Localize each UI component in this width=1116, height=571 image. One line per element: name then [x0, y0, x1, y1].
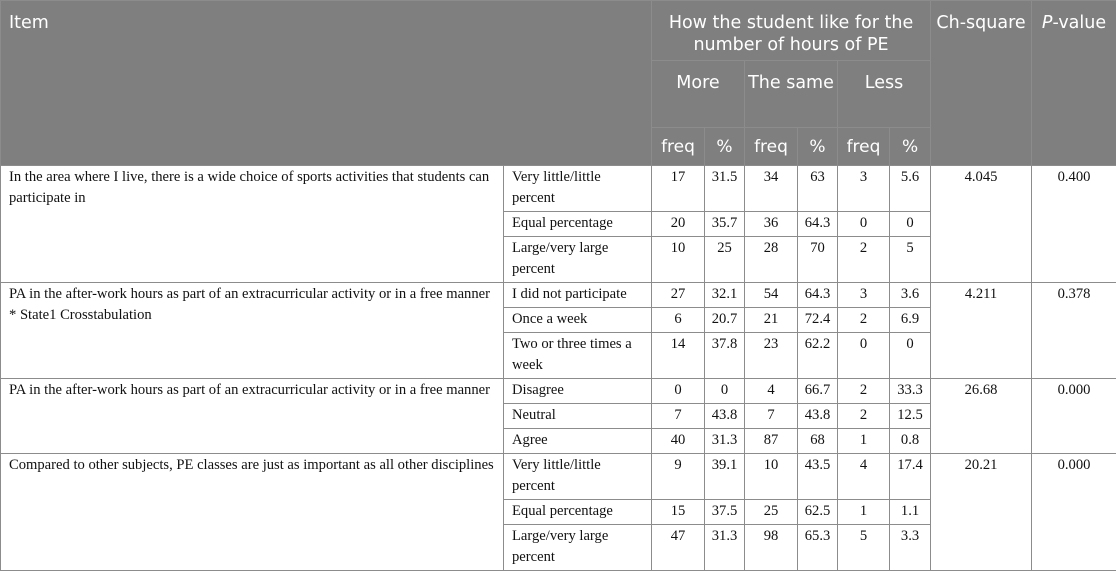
less-pct-cell: 0.8 — [890, 429, 931, 454]
header-freq: freq — [838, 128, 890, 166]
chi-square-value: 4.211 — [931, 283, 1032, 379]
more-pct-cell: 31.3 — [705, 429, 745, 454]
same-pct-cell: 62.2 — [798, 333, 838, 379]
response-option: Two or three times a week — [504, 333, 652, 379]
same-pct-cell: 62.5 — [798, 500, 838, 525]
less-pct-cell: 6.9 — [890, 308, 931, 333]
response-option: Large/very large percent — [504, 237, 652, 283]
same-freq-cell: 34 — [745, 166, 798, 212]
more-freq-cell: 0 — [652, 379, 705, 404]
response-option: Very little/little percent — [504, 166, 652, 212]
more-pct-cell: 37.8 — [705, 333, 745, 379]
table-row — [1, 454, 1116, 500]
item-question: Compared to other subjects, PE classes are just as important as all other disciplines — [1, 454, 504, 571]
same-freq-cell: 7 — [745, 404, 798, 429]
chi-square-value: 20.21 — [931, 454, 1032, 571]
same-freq-cell: 54 — [745, 283, 798, 308]
header-p-italic: P — [1042, 13, 1053, 33]
more-freq-cell: 27 — [652, 283, 705, 308]
same-pct-cell: 64.3 — [798, 283, 838, 308]
more-freq-cell: 9 — [652, 454, 705, 500]
more-pct-cell: 32.1 — [705, 283, 745, 308]
less-freq-cell: 2 — [838, 404, 890, 429]
more-pct-cell: 20.7 — [705, 308, 745, 333]
more-freq-cell: 6 — [652, 308, 705, 333]
header-pct: % — [890, 128, 931, 166]
p-value: 0.400 — [1032, 166, 1116, 283]
less-freq-cell: 3 — [838, 283, 890, 308]
more-freq-cell: 40 — [652, 429, 705, 454]
less-pct-cell: 12.5 — [890, 404, 931, 429]
same-freq-cell: 98 — [745, 525, 798, 571]
same-pct-cell: 65.3 — [798, 525, 838, 571]
response-option: Very little/little percent — [504, 454, 652, 500]
more-pct-cell: 37.5 — [705, 500, 745, 525]
response-option: Large/very large percent — [504, 525, 652, 571]
same-pct-cell: 43.8 — [798, 404, 838, 429]
same-freq-cell: 10 — [745, 454, 798, 500]
same-freq-cell: 36 — [745, 212, 798, 237]
less-pct-cell: 5 — [890, 237, 931, 283]
more-pct-cell: 39.1 — [705, 454, 745, 500]
response-option: Equal percentage — [504, 500, 652, 525]
same-pct-cell: 43.5 — [798, 454, 838, 500]
p-value: 0.000 — [1032, 379, 1116, 454]
table-body — [1, 166, 1116, 571]
less-freq-cell: 0 — [838, 333, 890, 379]
less-freq-cell: 5 — [838, 525, 890, 571]
same-freq-cell: 4 — [745, 379, 798, 404]
response-option: Equal percentage — [504, 212, 652, 237]
more-freq-cell: 20 — [652, 212, 705, 237]
same-pct-cell: 64.3 — [798, 212, 838, 237]
p-value: 0.000 — [1032, 454, 1116, 571]
chi-square-value: 26.68 — [931, 379, 1032, 454]
same-freq-cell: 21 — [745, 308, 798, 333]
less-freq-cell: 0 — [838, 212, 890, 237]
header-pct: % — [798, 128, 838, 166]
response-option: Disagree — [504, 379, 652, 404]
more-freq-cell: 17 — [652, 166, 705, 212]
more-freq-cell: 10 — [652, 237, 705, 283]
same-pct-cell: 72.4 — [798, 308, 838, 333]
response-option: Once a week — [504, 308, 652, 333]
table-row — [1, 379, 1116, 404]
same-freq-cell: 25 — [745, 500, 798, 525]
table-row — [1, 283, 1116, 308]
less-freq-cell: 1 — [838, 429, 890, 454]
response-option: Neutral — [504, 404, 652, 429]
item-question: PA in the after-work hours as part of an extracurricular activity or in a free manner * State1 Crosstabulation — [1, 283, 504, 379]
header-more: More — [652, 61, 745, 128]
less-freq-cell: 1 — [838, 500, 890, 525]
same-freq-cell: 87 — [745, 429, 798, 454]
same-freq-cell: 28 — [745, 237, 798, 283]
item-question: In the area where I live, there is a wide choice of sports activities that students can participate in — [1, 166, 504, 283]
same-freq-cell: 23 — [745, 333, 798, 379]
same-pct-cell: 70 — [798, 237, 838, 283]
header-p-rest: -value — [1052, 13, 1106, 33]
table-row — [1, 166, 1116, 212]
header-group: How the student like for the number of hours of PE — [652, 1, 931, 61]
less-freq-cell: 2 — [838, 237, 890, 283]
less-freq-cell: 2 — [838, 379, 890, 404]
more-freq-cell: 47 — [652, 525, 705, 571]
more-freq-cell: 7 — [652, 404, 705, 429]
more-pct-cell: 31.5 — [705, 166, 745, 212]
less-freq-cell: 3 — [838, 166, 890, 212]
header-freq: freq — [652, 128, 705, 166]
p-value: 0.378 — [1032, 283, 1116, 379]
header-pct: % — [705, 128, 745, 166]
less-pct-cell: 0 — [890, 212, 931, 237]
less-pct-cell: 3.6 — [890, 283, 931, 308]
less-pct-cell: 5.6 — [890, 166, 931, 212]
same-pct-cell: 68 — [798, 429, 838, 454]
more-freq-cell: 15 — [652, 500, 705, 525]
less-pct-cell: 1.1 — [890, 500, 931, 525]
response-option: Agree — [504, 429, 652, 454]
header-chi-square: Ch-square — [931, 1, 1032, 166]
less-pct-cell: 17.4 — [890, 454, 931, 500]
less-pct-cell: 33.3 — [890, 379, 931, 404]
more-freq-cell: 14 — [652, 333, 705, 379]
more-pct-cell: 31.3 — [705, 525, 745, 571]
same-pct-cell: 66.7 — [798, 379, 838, 404]
less-pct-cell: 0 — [890, 333, 931, 379]
item-question: PA in the after-work hours as part of an extracurricular activity or in a free manner — [1, 379, 504, 454]
less-pct-cell: 3.3 — [890, 525, 931, 571]
more-pct-cell: 25 — [705, 237, 745, 283]
more-pct-cell: 0 — [705, 379, 745, 404]
less-freq-cell: 2 — [838, 308, 890, 333]
response-option: I did not participate — [504, 283, 652, 308]
header-p-value — [1032, 1, 1116, 166]
header-freq: freq — [745, 128, 798, 166]
more-pct-cell: 43.8 — [705, 404, 745, 429]
more-pct-cell: 35.7 — [705, 212, 745, 237]
header-the-same: The same — [745, 61, 838, 128]
chi-square-value: 4.045 — [931, 166, 1032, 283]
header-item: Item — [1, 1, 652, 166]
same-pct-cell: 63 — [798, 166, 838, 212]
less-freq-cell: 4 — [838, 454, 890, 500]
header-less: Less — [838, 61, 931, 128]
